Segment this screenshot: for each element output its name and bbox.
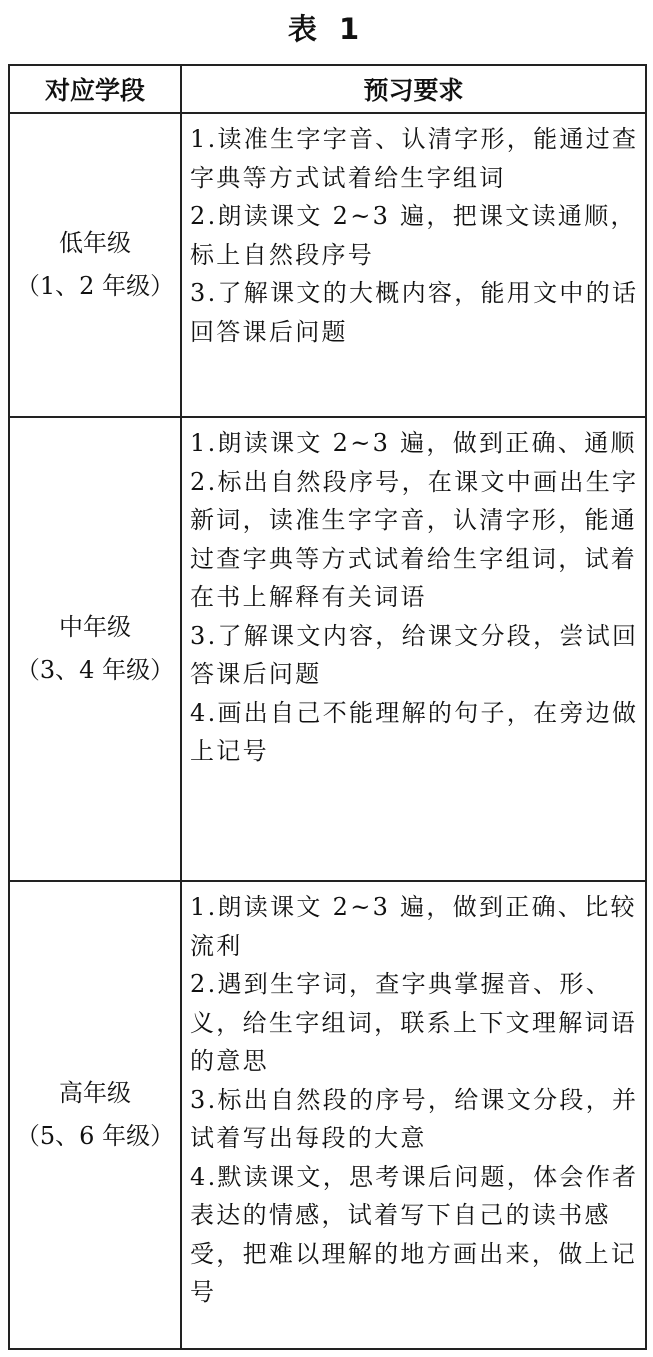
requirement-item: 4.默读课文，思考课后问题，体会作者表达的情感，试着写下自己的读书感受，把难以理解的地方画出来，做上记号 [190,1162,639,1306]
stage-cell-middle [9,417,181,881]
requirement-item: 3.标出自然段的序号，给课文分段，并试着写出每段的大意 [190,1085,639,1152]
requirement-item: 2.朗读课文 2~3 遍，把课文读通顺，标上自然段序号 [190,202,637,269]
requirement-item: 1.朗读课文 2~3 遍，做到正确、通顺 [190,429,637,457]
requirement-cell-low [181,113,646,417]
stage-range: （1、2 年级） [15,272,175,300]
preview-requirements-table [8,64,647,1350]
requirement-cell-high [181,881,646,1349]
stage-name: 中年级 [59,613,131,641]
stage-name: 低年级 [59,229,131,257]
stage-cell-low [9,113,181,417]
table-row [9,881,646,1349]
requirement-item: 3.了解课文的大概内容，能用文中的话回答课后问题 [190,279,639,346]
stage-range: （3、4 年级） [15,656,175,684]
header-requirement: 预习要求 [181,65,646,113]
requirement-cell-middle [181,417,646,881]
requirement-item: 4.画出自己不能理解的句子，在旁边做上记号 [190,698,639,765]
requirement-item: 3.了解课文内容，给课文分段，尝试回答课后问题 [190,621,639,688]
table-row [9,417,646,881]
stage-name: 高年级 [59,1079,131,1107]
requirement-item: 2.遇到生字词，查字典掌握音、形、义，给生字组词，联系上下文理解词语的意思 [190,970,638,1075]
header-stage: 对应学段 [9,65,181,113]
requirement-item: 1.读准生字字音、认清字形，能通过查字典等方式试着给生字组词 [190,125,639,192]
requirement-item: 2.标出自然段序号，在课文中画出生字新词，读准生字字音，认清字形，能通过查字典等方式试着给生字组词，试着在书上解释有关词语 [190,467,639,611]
stage-range: （5、6 年级） [15,1122,175,1150]
requirement-item: 1.朗读课文 2~3 遍，做到正确、比较流利 [190,893,637,960]
table-title: 表 1 [287,12,366,46]
table-header-row [9,65,646,113]
stage-cell-high [9,881,181,1349]
table-row [9,113,646,417]
